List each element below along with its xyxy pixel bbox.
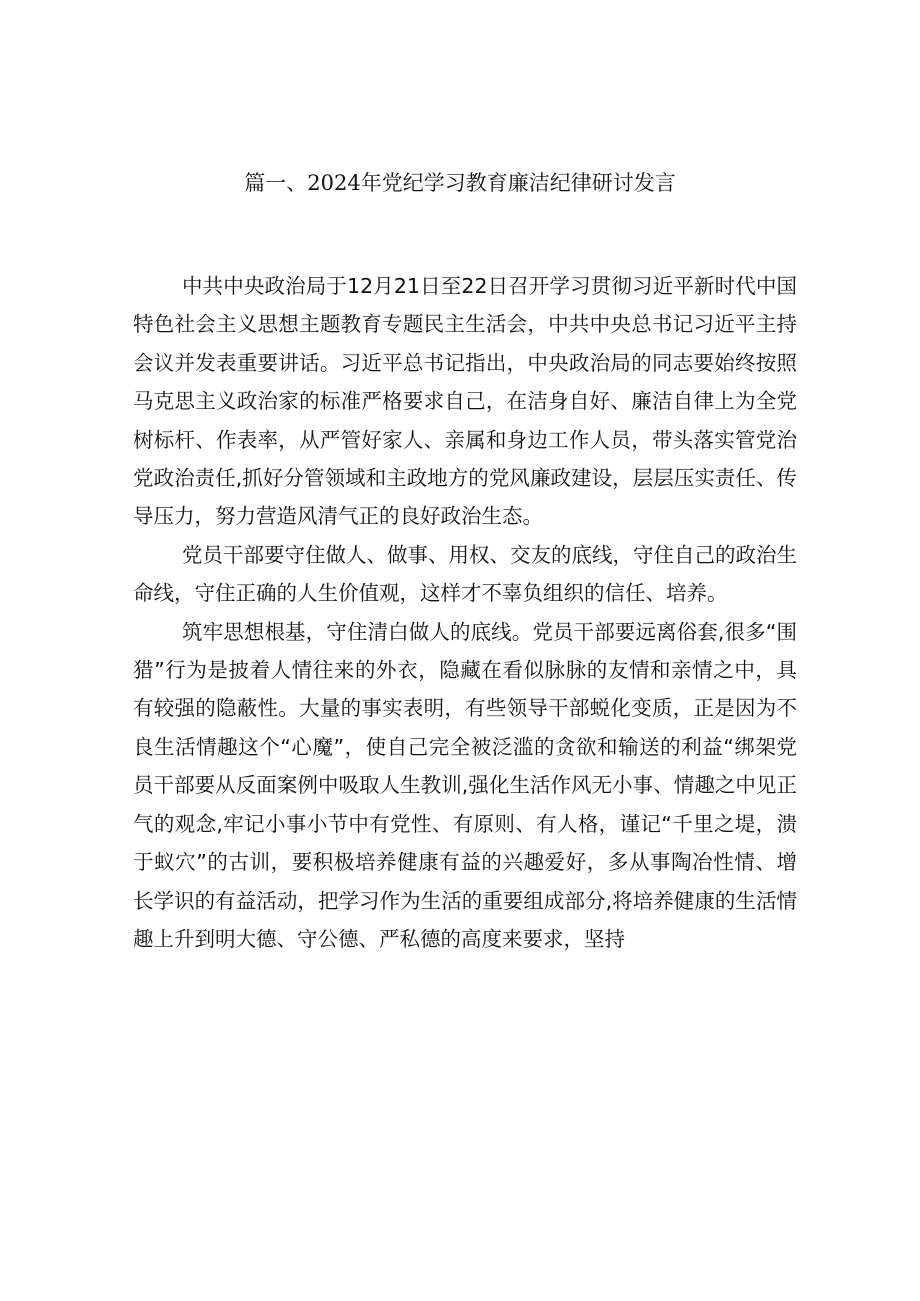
document-title: 篇一、2024年党纪学习教育廉洁纪律研讨发言 (244, 171, 676, 195)
paragraph-1: 中共中央政治局于12月21日至22日召开学习贯彻习近平新时代中国特色社会主义思想主题教育专题民主生活会，中共中央总书记习近平主持会议并发表重要讲话。习近平总书记指出，中央政治局的同志要始终按照马克思主义政治家的标准严格要求自己，在洁身自好、廉洁自律上为全党树标杆、作表率，从严管好家人、亲属和身边工作人员，带头落实管党治党政治责任,抓好分管领域和主政地方的党风廉政建设，层层压实责任、传导压力，努力营造风清气正的良好政治生态。 (133, 274, 797, 529)
paragraph-2: 党员干部要守住做人、做事、用权、交友的底线，守住自己的政治生命线，守住正确的人生价值观，这样才不辜负组织的信任、培养。 (133, 542, 797, 606)
paragraph-3: 筑牢思想根基，守住清白做人的底线。党员干部要远离俗套,很多“围猎”行为是披着人情往来的外衣，隐藏在看似脉脉的友情和亲情之中，具有较强的隐蔽性。大量的事实表明，有些领导干部蜕化变质，正是因为不良生活情趣这个“心魔”，使自己完全被泛滥的贪欲和输送的利益“绑架党员干部要从反面案例中吸取人生教训,强化生活作风无小事、情趣之中见正气的观念,牢记小事小节中有党性、有原则、有人格，谨记“千里之堤，溃于蚁穴”的古训，要积极培养健康有益的兴趣爱好，多从事陶冶性情、增长学识的有益活动，把学习作为生活的重要组成部分,将培养健康的生活情趣上升到明大德、守公德、严私德的高度来要求，坚持 (133, 619, 797, 951)
document-body (133, 267, 797, 958)
